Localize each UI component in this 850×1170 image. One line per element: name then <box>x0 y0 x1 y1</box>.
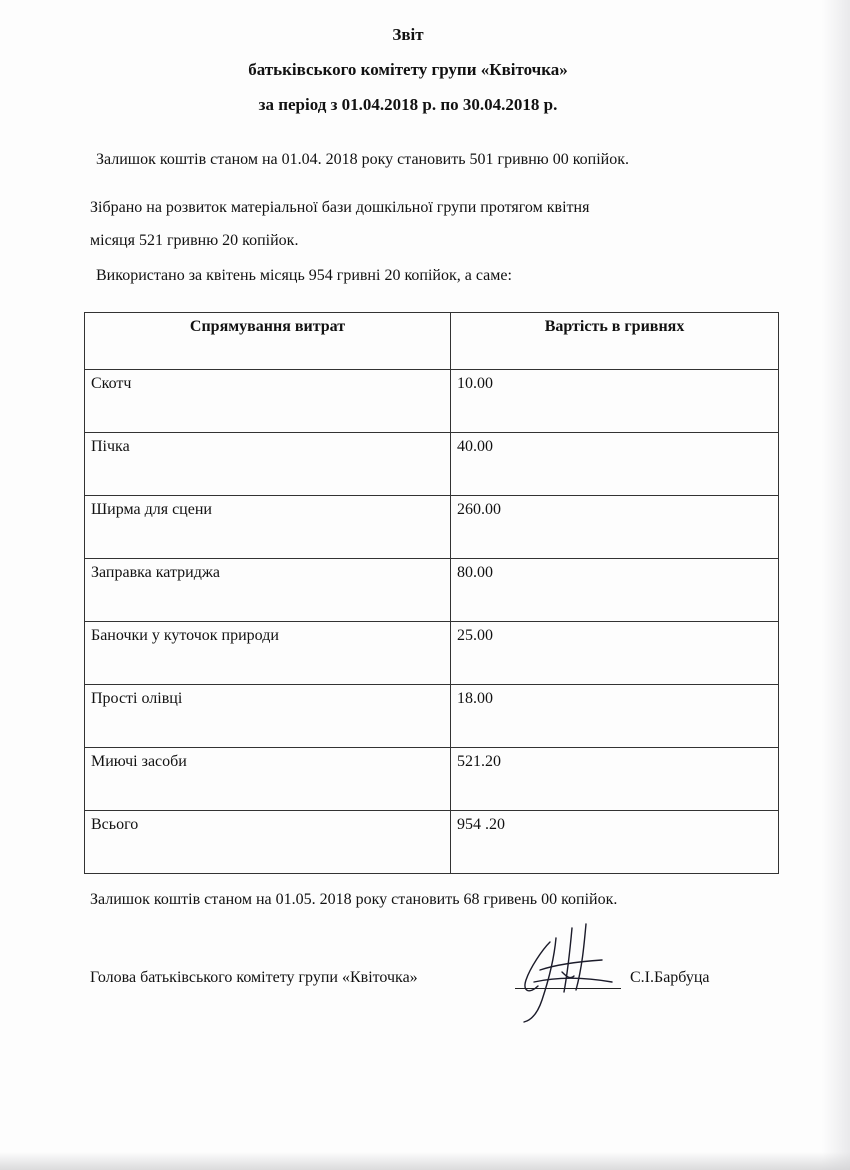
column-header-cost: Вартість в гривнях <box>451 313 779 370</box>
collected-text-line2: місяця 521 гривню 20 копійок. <box>90 232 299 249</box>
handwritten-signature <box>512 920 622 1025</box>
report-subtitle: батьківського комітету групи «Квіточка» <box>248 60 568 79</box>
collected-text-line1: Зібрано на розвиток матеріальної бази дошкільної групи протягом квітня <box>90 199 590 216</box>
total-label: Всього <box>85 811 451 874</box>
expense-cost: 521.20 <box>451 748 779 811</box>
expense-cost: 80.00 <box>451 559 779 622</box>
signatory-name: С.І.Барбуца <box>630 969 710 986</box>
signature-label: Голова батьківського комітету групи «Квіточка» <box>90 969 418 986</box>
report-title: Звіт <box>392 25 424 44</box>
expense-item: Баночки у куточок природи <box>85 622 451 685</box>
table-header-row <box>85 313 779 370</box>
table-row <box>85 370 779 433</box>
balance-end-text: Залишок коштів станом на 01.05. 2018 року становить 68 гривень 00 копійок. <box>90 891 618 908</box>
expense-item: Заправка катриджа <box>85 559 451 622</box>
spent-text: Використано за квітень місяць 954 гривні 20 копійок, а саме: <box>96 267 512 284</box>
column-header-purpose: Спрямування витрат <box>85 313 451 370</box>
expense-cost: 40.00 <box>451 433 779 496</box>
expense-item: Прості олівці <box>85 685 451 748</box>
expenses-table <box>84 312 779 874</box>
balance-start-text: Залишок коштів станом на 01.04. 2018 року становить 501 гривню 00 копійок. <box>96 151 630 168</box>
table-row <box>85 622 779 685</box>
total-cost: 954 .20 <box>451 811 779 874</box>
table-row <box>85 685 779 748</box>
table-row <box>85 559 779 622</box>
expense-item: Миючі засоби <box>85 748 451 811</box>
scan-edge <box>822 0 850 1170</box>
table-row <box>85 433 779 496</box>
table-row <box>85 748 779 811</box>
expense-item: Пічка <box>85 433 451 496</box>
table-total-row <box>85 811 779 874</box>
expense-cost: 18.00 <box>451 685 779 748</box>
expense-cost: 25.00 <box>451 622 779 685</box>
report-period: за період з 01.04.2018 р. по 30.04.2018 р. <box>258 95 558 114</box>
expense-cost: 260.00 <box>451 496 779 559</box>
expense-cost: 10.00 <box>451 370 779 433</box>
expense-item: Ширма для сцени <box>85 496 451 559</box>
table-row <box>85 496 779 559</box>
scan-edge-bottom <box>0 1152 850 1170</box>
expense-item: Скотч <box>85 370 451 433</box>
